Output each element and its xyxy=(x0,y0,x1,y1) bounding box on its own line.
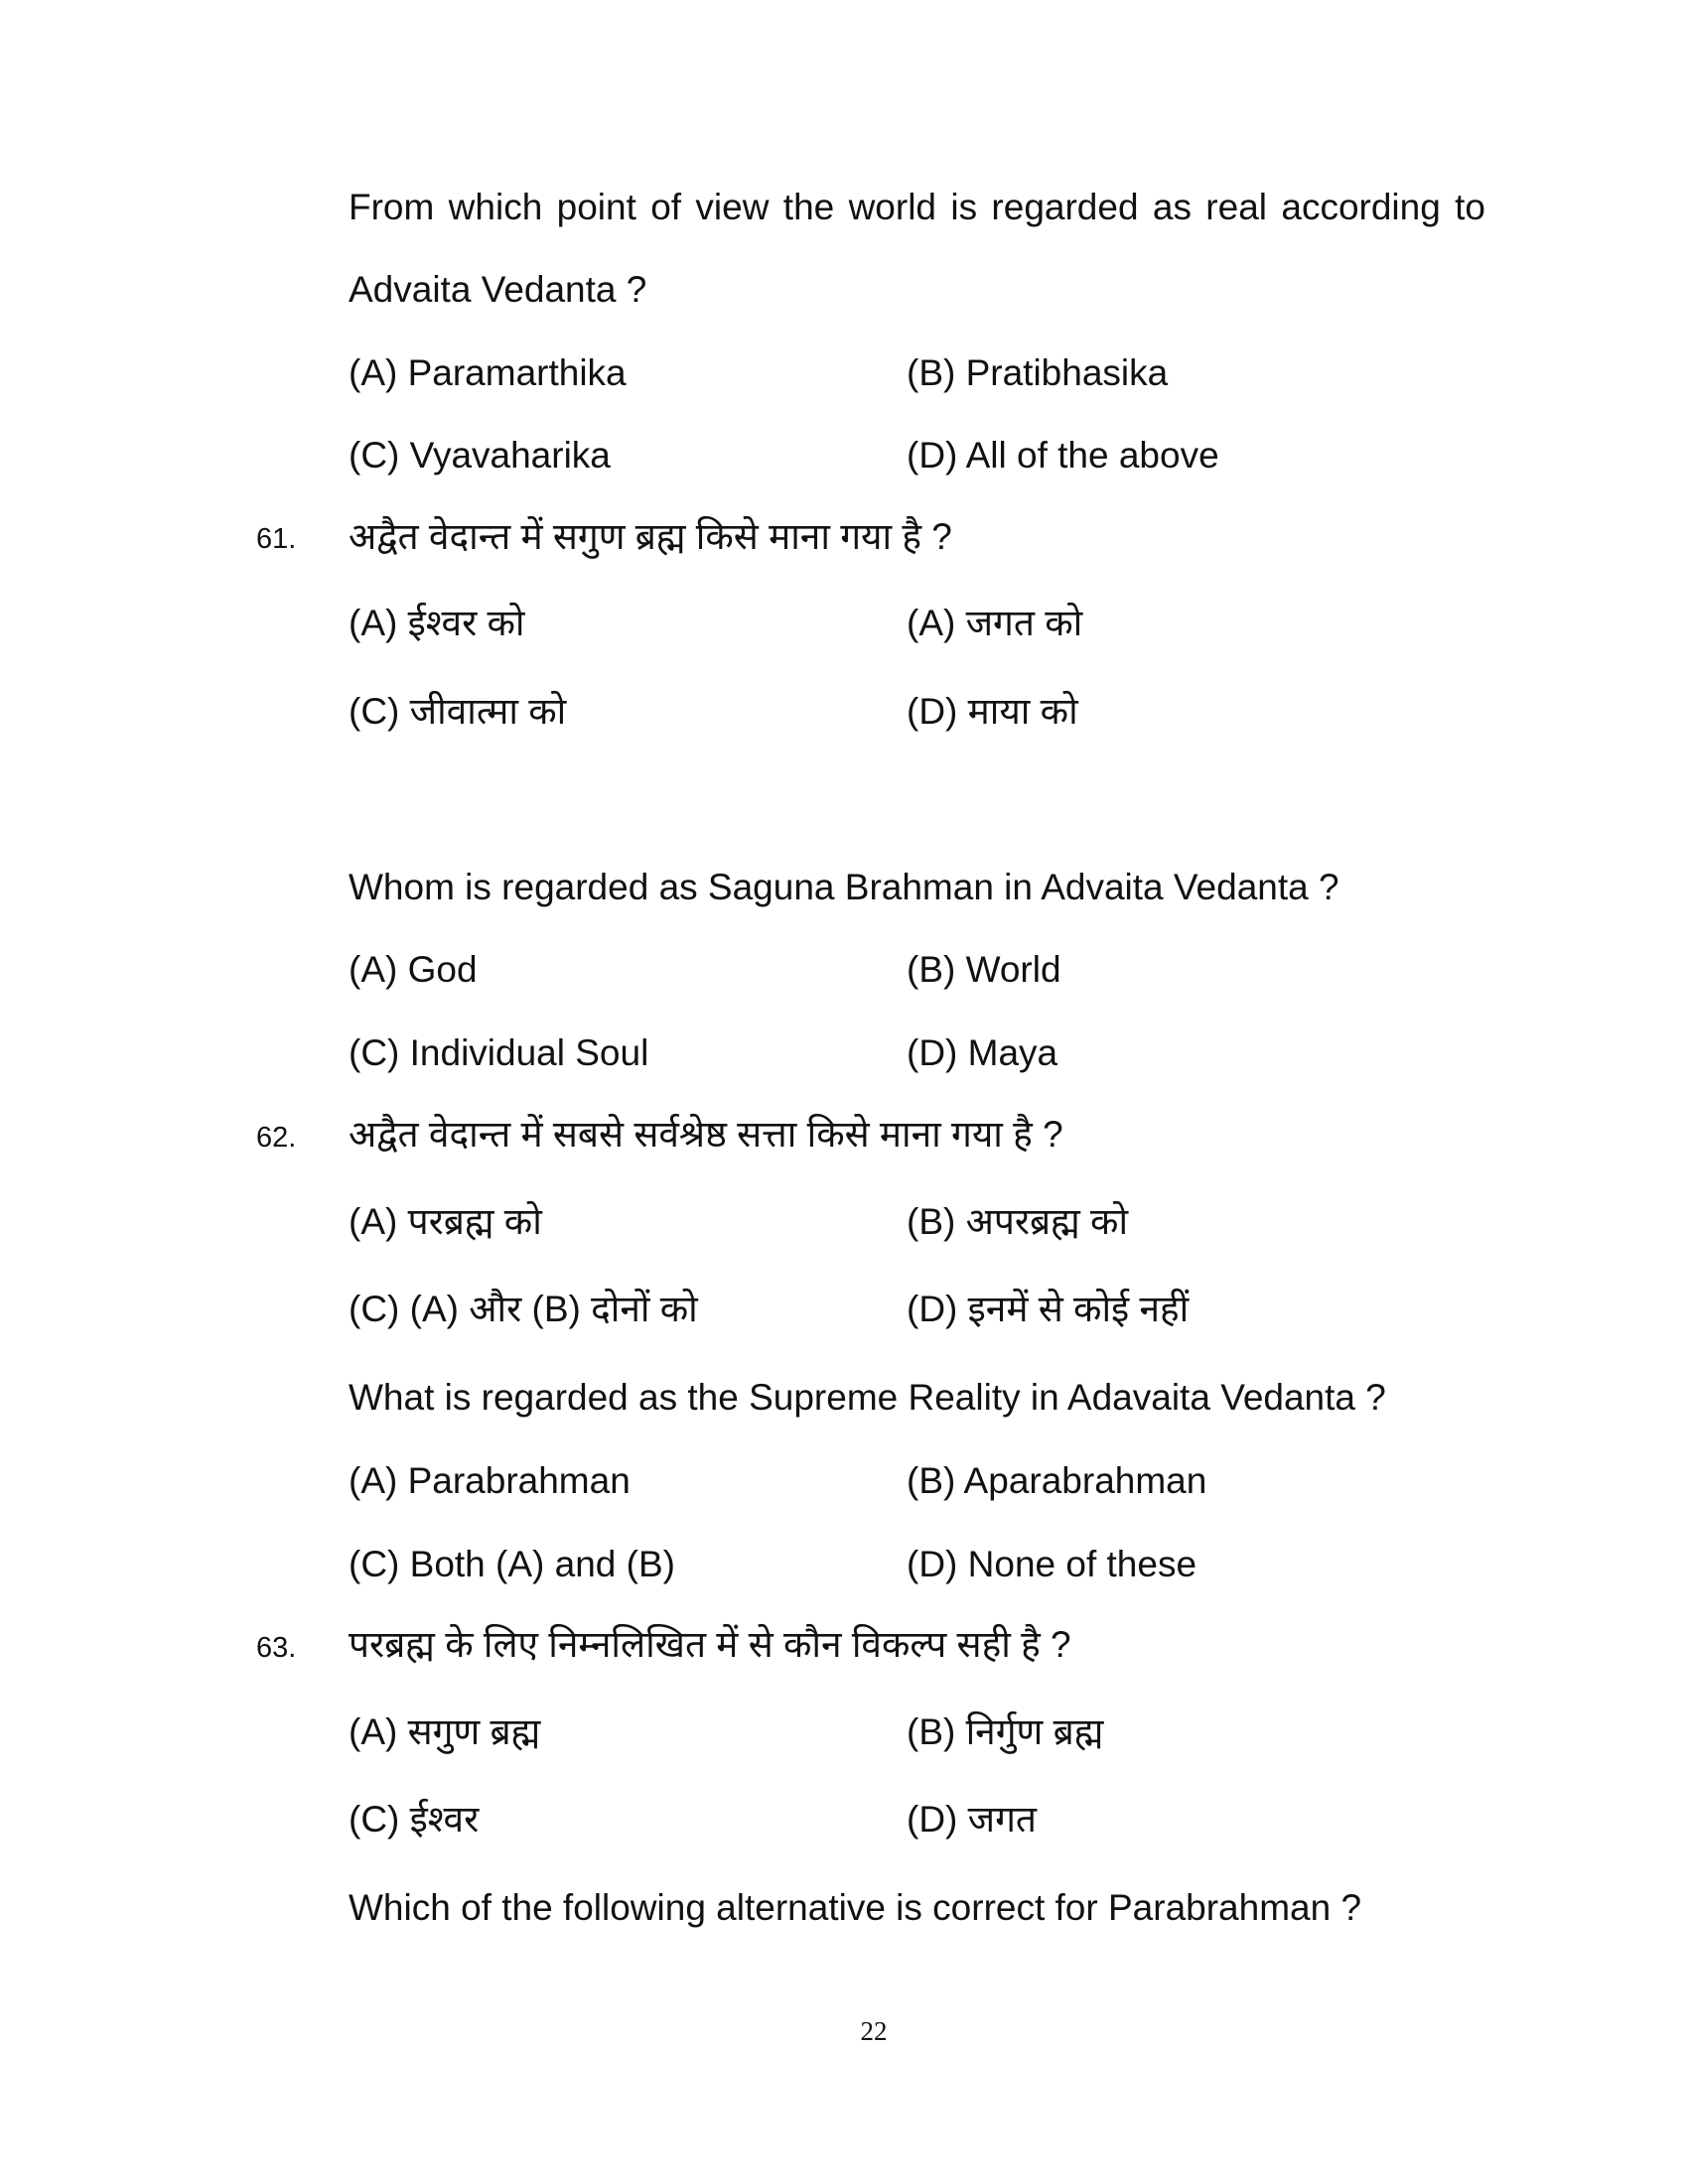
q62-question-english: What is regarded as the Supreme Reality in Adavaita Vedanta ? xyxy=(349,1377,1386,1418)
q61-question-english: Whom is regarded as Saguna Brahman in Advaita Vedanta ? xyxy=(349,867,1339,907)
q61-hindi-option-a: (A) ईश्वर को xyxy=(349,603,525,643)
q60-question-line-2: Advaita Vedanta ? xyxy=(349,269,647,310)
q61-number: 61. xyxy=(256,523,297,555)
q61-option-d: (D) Maya xyxy=(907,1032,1058,1073)
q63-hindi-option-c: (C) ईश्वर xyxy=(349,1799,480,1840)
q62-question-hindi: अद्वैत वेदान्त में सबसे सर्वश्रेष्ठ सत्ता किसे माना गया है ? xyxy=(349,1114,1063,1155)
q62-option-b: (B) Aparabrahman xyxy=(907,1460,1207,1501)
q62-hindi-option-a: (A) परब्रह्म को xyxy=(349,1201,542,1242)
q63-hindi-option-d: (D) जगत xyxy=(907,1799,1038,1840)
q60-option-d: (D) All of the above xyxy=(907,435,1219,476)
q62-option-c: (C) Both (A) and (B) xyxy=(349,1544,675,1584)
q63-question-hindi: परब्रह्म के लिए निम्नलिखित में से कौन विकल्प सही है ? xyxy=(349,1624,1071,1665)
q61-option-c: (C) Individual Soul xyxy=(349,1032,649,1073)
q60-option-b: (B) Pratibhasika xyxy=(907,352,1169,393)
q63-hindi-option-b: (B) निर्गुण ब्रह्म xyxy=(907,1711,1104,1752)
q62-option-d: (D) None of these xyxy=(907,1544,1197,1584)
q61-question-hindi: अद्वैत वेदान्त में सगुण ब्रह्म किसे माना गया है ? xyxy=(349,516,952,557)
page-number: 22 xyxy=(860,2016,888,2046)
q61-hindi-option-c: (C) जीवात्मा को xyxy=(349,691,567,732)
q63-number: 63. xyxy=(256,1632,297,1664)
q61-hindi-option-d: (D) माया को xyxy=(907,691,1078,732)
q62-hindi-option-b: (B) अपरब्रह्म को xyxy=(907,1201,1129,1242)
q62-number: 62. xyxy=(256,1122,297,1154)
q60-question-line-1: From which point of view the world is regarded as real according to xyxy=(349,187,1485,227)
q61-option-a: (A) God xyxy=(349,949,478,990)
q62-hindi-option-c: (C) (A) और (B) दोनों को xyxy=(349,1289,698,1329)
q63-hindi-option-a: (A) सगुण ब्रह्म xyxy=(349,1711,541,1752)
q62-option-a: (A) Parabrahman xyxy=(349,1460,631,1501)
q60-option-c: (C) Vyavaharika xyxy=(349,435,611,476)
q60-option-a: (A) Paramarthika xyxy=(349,352,627,393)
q63-question-english: Which of the following alternative is correct for Parabrahman ? xyxy=(349,1887,1362,1928)
q61-option-b: (B) World xyxy=(907,949,1061,990)
q62-hindi-option-d: (D) इनमें से कोई नहीं xyxy=(907,1289,1190,1329)
q61-hindi-option-b: (A) जगत को xyxy=(907,603,1083,643)
